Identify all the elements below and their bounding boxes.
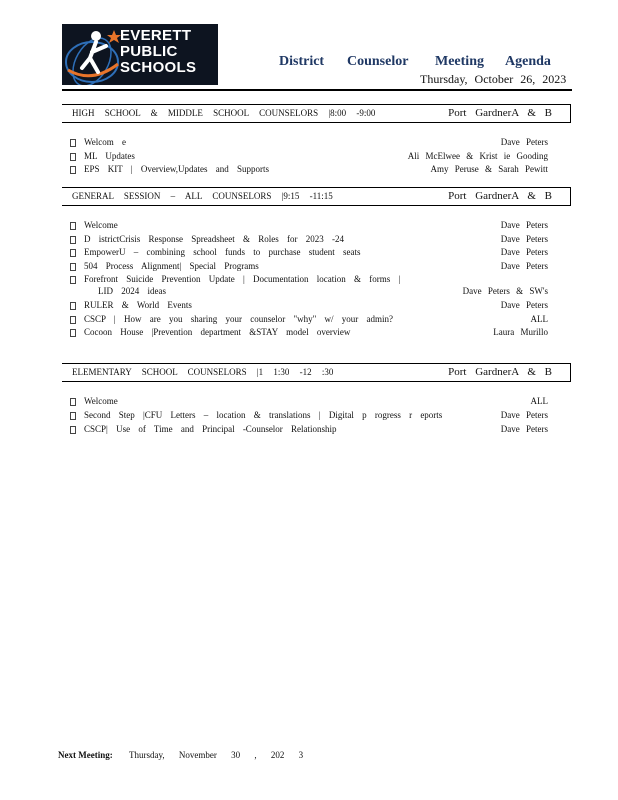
bullet-icon xyxy=(70,398,76,406)
agenda-item xyxy=(70,137,548,150)
agenda-item-text: CSCP| Use of Time and Principal -Counselor Relationship xyxy=(84,424,337,434)
bullet-icon xyxy=(70,222,76,230)
bullet-icon xyxy=(70,276,76,284)
section-title: HIGH SCHOOL & MIDDLE SCHOOL COUNSELORS |8:00 -9:00 xyxy=(72,108,376,118)
agenda-item-text: Cocoon House |Prevention department &STAY model overview xyxy=(84,327,351,337)
agenda-item xyxy=(70,327,548,340)
bullet-icon xyxy=(70,316,76,324)
title-word-agenda: Agenda xyxy=(505,54,551,69)
agenda-item-presenter: Dave Peters xyxy=(500,424,548,434)
agenda-item xyxy=(70,247,548,260)
agenda-item-continuation xyxy=(70,286,548,299)
section-location: Port GardnerA & B xyxy=(448,107,552,119)
next-meeting xyxy=(58,750,303,760)
logo-text-line-1: EVERETT xyxy=(120,27,192,44)
agenda-item-presenter: Ali McElwee & Krist ie Gooding xyxy=(407,151,548,161)
logo-text-line-2: PUBLIC xyxy=(120,43,178,60)
bullet-icon xyxy=(70,153,76,161)
title-word-district: District xyxy=(279,54,325,69)
header-rule xyxy=(62,89,572,91)
title-word-meeting: Meeting xyxy=(435,54,484,69)
section-title: ELEMENTARY SCHOOL COUNSELORS |1 1:30 -12 :30 xyxy=(72,367,334,377)
agenda-item-text: Welcome xyxy=(84,396,118,406)
agenda-item xyxy=(70,164,548,177)
agenda-item-text: RULER & World Events xyxy=(84,300,192,310)
agenda-item-text: CSCP | How are you sharing your counselor "why" w/ your admin? xyxy=(84,314,394,324)
agenda-item-text: Welcome xyxy=(84,220,118,230)
section-location: Port GardnerA & B xyxy=(448,366,552,378)
agenda-item-presenter: Dave Peters xyxy=(500,410,548,420)
bullet-icon xyxy=(70,263,76,271)
bullet-icon xyxy=(70,249,76,257)
section-title: GENERAL SESSION – ALL COUNSELORS |9:15 -11:15 xyxy=(72,191,333,201)
agenda-item-text: D istrictCrisis Response Spreadsheet & Roles for 2023 -24 xyxy=(84,234,344,244)
bullet-icon xyxy=(70,166,76,174)
agenda-item-presenter: Dave Peters & SW's xyxy=(462,286,548,296)
agenda-item-presenter: Dave Peters xyxy=(500,300,548,310)
agenda-item-presenter: ALL xyxy=(530,396,548,406)
meeting-date: Thursday, October 26, 2023 xyxy=(420,72,567,86)
agenda-item-presenter: Dave Peters xyxy=(500,234,548,244)
section-location: Port GardnerA & B xyxy=(448,190,552,202)
agenda-item-presenter: Dave Peters xyxy=(500,137,548,147)
agenda-item xyxy=(70,410,548,423)
agenda-item-presenter: ALL xyxy=(530,314,548,324)
section-header-general-session xyxy=(62,187,571,206)
bullet-icon xyxy=(70,426,76,434)
next-meeting-label: Next Meeting: xyxy=(58,750,113,760)
bullet-icon xyxy=(70,139,76,147)
bullet-icon xyxy=(70,412,76,420)
agenda-item-text: EmpowerU – combining school funds to purchase student seats xyxy=(84,247,361,257)
agenda-item xyxy=(70,151,548,164)
section-header-elementary xyxy=(62,363,571,382)
agenda-item-text: EPS KIT | Overview,Updates and Supports xyxy=(84,164,270,174)
agenda-item xyxy=(70,314,548,327)
agenda-item xyxy=(70,396,548,409)
logo-text-line-3: SCHOOLS xyxy=(120,59,197,76)
bullet-icon xyxy=(70,329,76,337)
agenda-item xyxy=(70,261,548,274)
agenda-item xyxy=(70,220,548,233)
agenda-item xyxy=(70,300,548,313)
agenda-item-presenter: Dave Peters xyxy=(500,247,548,257)
agenda-item-text: Forefront Suicide Prevention Update | Documentation location & forms | xyxy=(84,274,401,284)
section-header-high-middle xyxy=(62,104,571,123)
agenda-item-presenter: Dave Peters xyxy=(500,220,548,230)
bullet-icon xyxy=(70,236,76,244)
agenda-item-text: Second Step |CFU Letters – location & translations | Digital p rogress r eports xyxy=(84,410,443,420)
agenda-item xyxy=(70,424,548,437)
agenda-item-text: ML Updates xyxy=(84,151,135,161)
agenda-item-text: 504 Process Alignment| Special Programs xyxy=(84,261,259,271)
agenda-item-presenter: Amy Peruse & Sarah Pewitt xyxy=(430,164,548,174)
agenda-item-text: LID 2024 ideas xyxy=(98,286,166,296)
agenda-item-text: Welcom e xyxy=(84,137,127,147)
agenda-item xyxy=(70,234,548,247)
agenda-item-presenter: Laura Murillo xyxy=(493,327,548,337)
bullet-icon xyxy=(70,302,76,310)
district-logo xyxy=(62,24,218,85)
title-word-counselor: Counselor xyxy=(347,54,409,69)
next-meeting-date: Thursday, November 30 , 202 3 xyxy=(128,750,304,760)
agenda-item-presenter: Dave Peters xyxy=(500,261,548,271)
